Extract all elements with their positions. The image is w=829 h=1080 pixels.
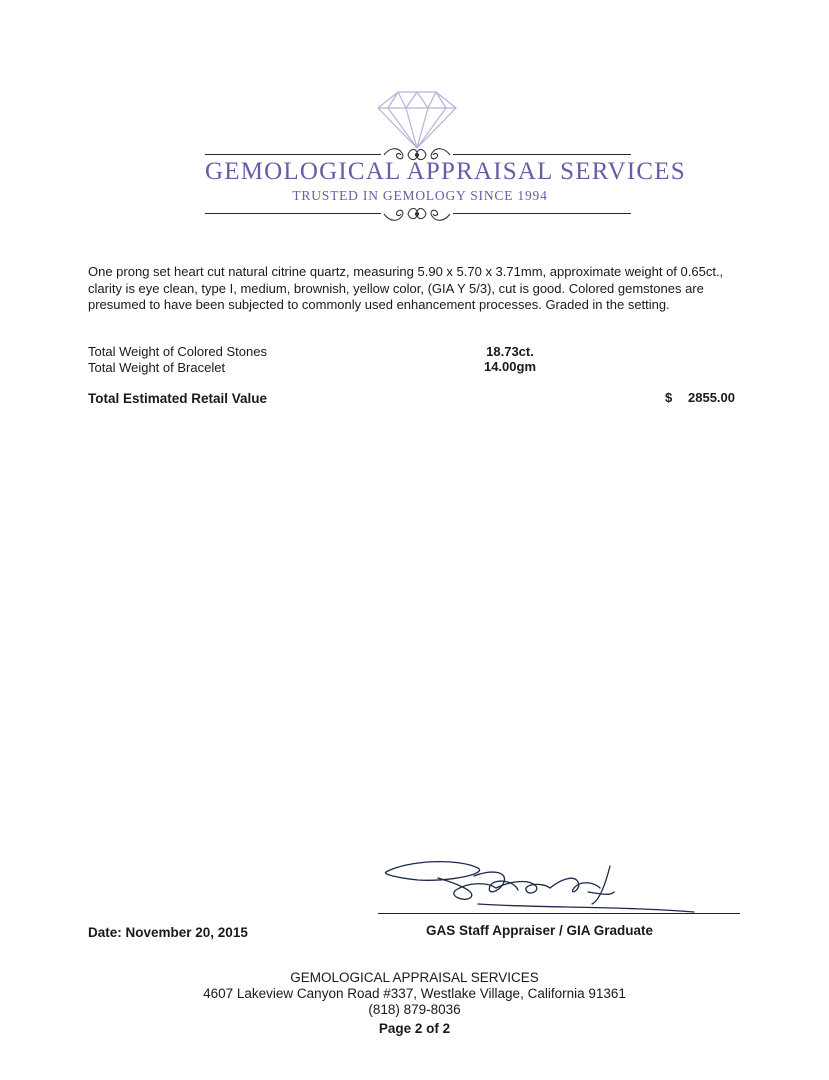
appraiser-signature	[378, 852, 708, 922]
appraiser-title: GAS Staff Appraiser / GIA Graduate	[426, 923, 654, 938]
footer-company: GEMOLOGICAL APPRAISAL SERVICES	[290, 970, 539, 985]
signature-line	[378, 913, 740, 914]
footer-phone: (818) 879-8036	[368, 1002, 461, 1017]
weight-value-bracelet: 14.00gm	[483, 359, 537, 374]
weight-value-colored-stones: 18.73ct.	[486, 344, 534, 359]
letterhead-top-rule	[205, 154, 381, 155]
weight-label-bracelet: Total Weight of Bracelet	[88, 360, 226, 375]
total-value-label: Total Estimated Retail Value	[88, 391, 268, 406]
letterhead-top-rule-right	[453, 154, 631, 155]
item-description: One prong set heart cut natural citrine quartz, measuring 5.90 x 5.70 x 3.71mm, approximate weight of 0.65ct., clarity is eye clean, type I, medium, brownish, yellow color, (GIA Y 5/3), cut is good. Colored gemstones are presumed to have been subjected to commonly used enhancement processes. Graded in the setting.	[88, 264, 724, 312]
footer-address: 4607 Lakeview Canyon Road #337, Westlake Village, California 91361	[203, 986, 626, 1001]
letterhead-bottom-rule	[205, 213, 381, 214]
scroll-flourish-icon	[382, 203, 452, 225]
total-value-amount: 2855.00	[688, 390, 735, 405]
company-name: GEMOLOGICAL APPRAISAL SERVICES	[205, 158, 686, 185]
company-tagline: TRUSTED IN GEMOLOGY SINCE 1994	[292, 188, 548, 203]
page-number: Page 2 of 2	[378, 1021, 451, 1036]
appraisal-date: Date: November 20, 2015	[88, 925, 248, 940]
total-currency-symbol: $	[665, 390, 673, 405]
diamond-icon	[376, 88, 458, 150]
letterhead-bottom-rule-right	[453, 213, 631, 214]
weight-label-colored-stones: Total Weight of Colored Stones	[88, 344, 267, 359]
